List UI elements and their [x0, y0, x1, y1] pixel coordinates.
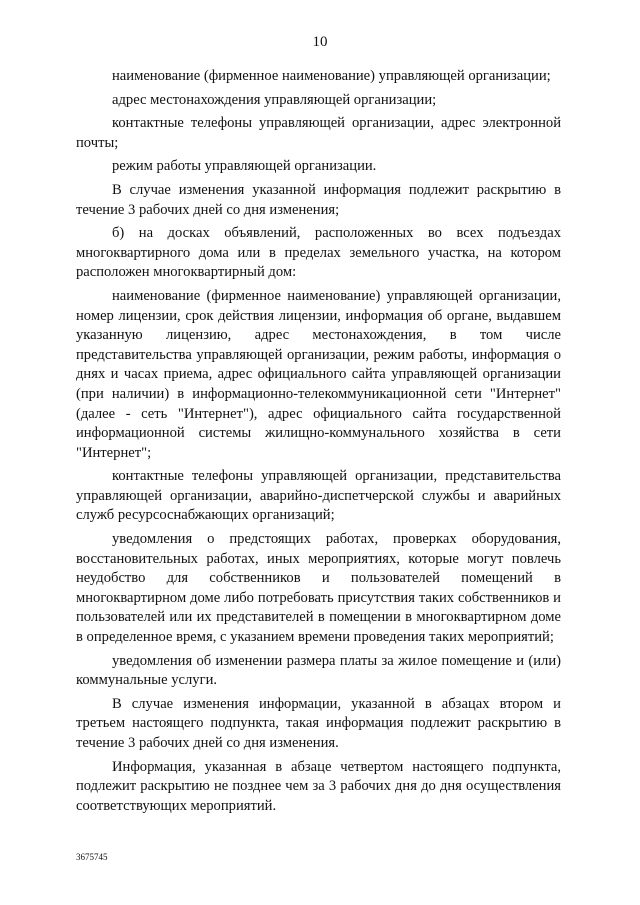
- paragraph-10: уведомления об изменении размера платы за жилое помещение и (или) коммунальные услуги.: [76, 652, 561, 689]
- page-number: 10: [312, 34, 328, 50]
- paragraph-3: контактные телефоны управляющей организации, адрес электронной почты;: [76, 115, 561, 151]
- paragraph-5: В случае изменения указанной информация подлежит раскрытию в течение 3 рабочих дней со дня изменения;: [76, 181, 561, 218]
- paragraph-7: наименование (фирменное наименование) управляющей организации, номер лицензии, срок действия лицензии, информация об органе, выдавшем указанную лицензию, адрес местонахождения, в том числе представительства управляющей организации, режим работы, информация о днях и часах приема, адрес официального сайта управляющей организации (при наличии) в информационно-телекоммуникационной сети "Интернет" (далее - сеть "Интернет"), адрес официального сайта государственной информационной системы жилищно-коммунального хозяйства в сети "Интернет";: [76, 287, 561, 461]
- paragraph-8: контактные телефоны управляющей организации, представительства управляющей организации, аварийно-диспетчерской службы и аварийных служб ресурсоснабжающих организаций;: [76, 468, 561, 524]
- paragraph-4: режим работы управляющей организации.: [112, 158, 377, 175]
- document-code: 3675745: [76, 852, 108, 862]
- paragraph-12: Информация, указанная в абзаце четвертом настоящего подпункта, подлежит раскрытию не позднее чем за 3 рабочих дня до дня осуществления соответствующих мероприятий.: [76, 758, 561, 814]
- document-body: [76, 67, 561, 820]
- paragraph-11: В случае изменения информации, указанной в абзацах втором и третьем настоящего подпункта, такая информация подлежит раскрытию в течение 3 рабочих дней со дня изменения.: [76, 695, 561, 751]
- paragraph-1: наименование (фирменное наименование) управляющей организации;: [112, 68, 551, 84]
- paragraph-9: уведомления о предстоящих работах, проверках оборудования, восстановительных работах, иных мероприятиях, которые могут повлечь неудобство для собственников и пользователей помещений в многоквартирном доме либо потребовать присутствия таких собственников и пользователей или их представителей в помещении в многоквартирном доме в определенное время, с указанием времени проведения таких мероприятий;: [76, 531, 561, 646]
- paragraph-2: адрес местонахождения управляющей организации;: [112, 91, 437, 108]
- paragraph-6: б) на досках объявлений, расположенных во всех подъездах многоквартирного дома или в пределах земельного участка, на котором расположен многоквартирный дом:: [76, 225, 561, 281]
